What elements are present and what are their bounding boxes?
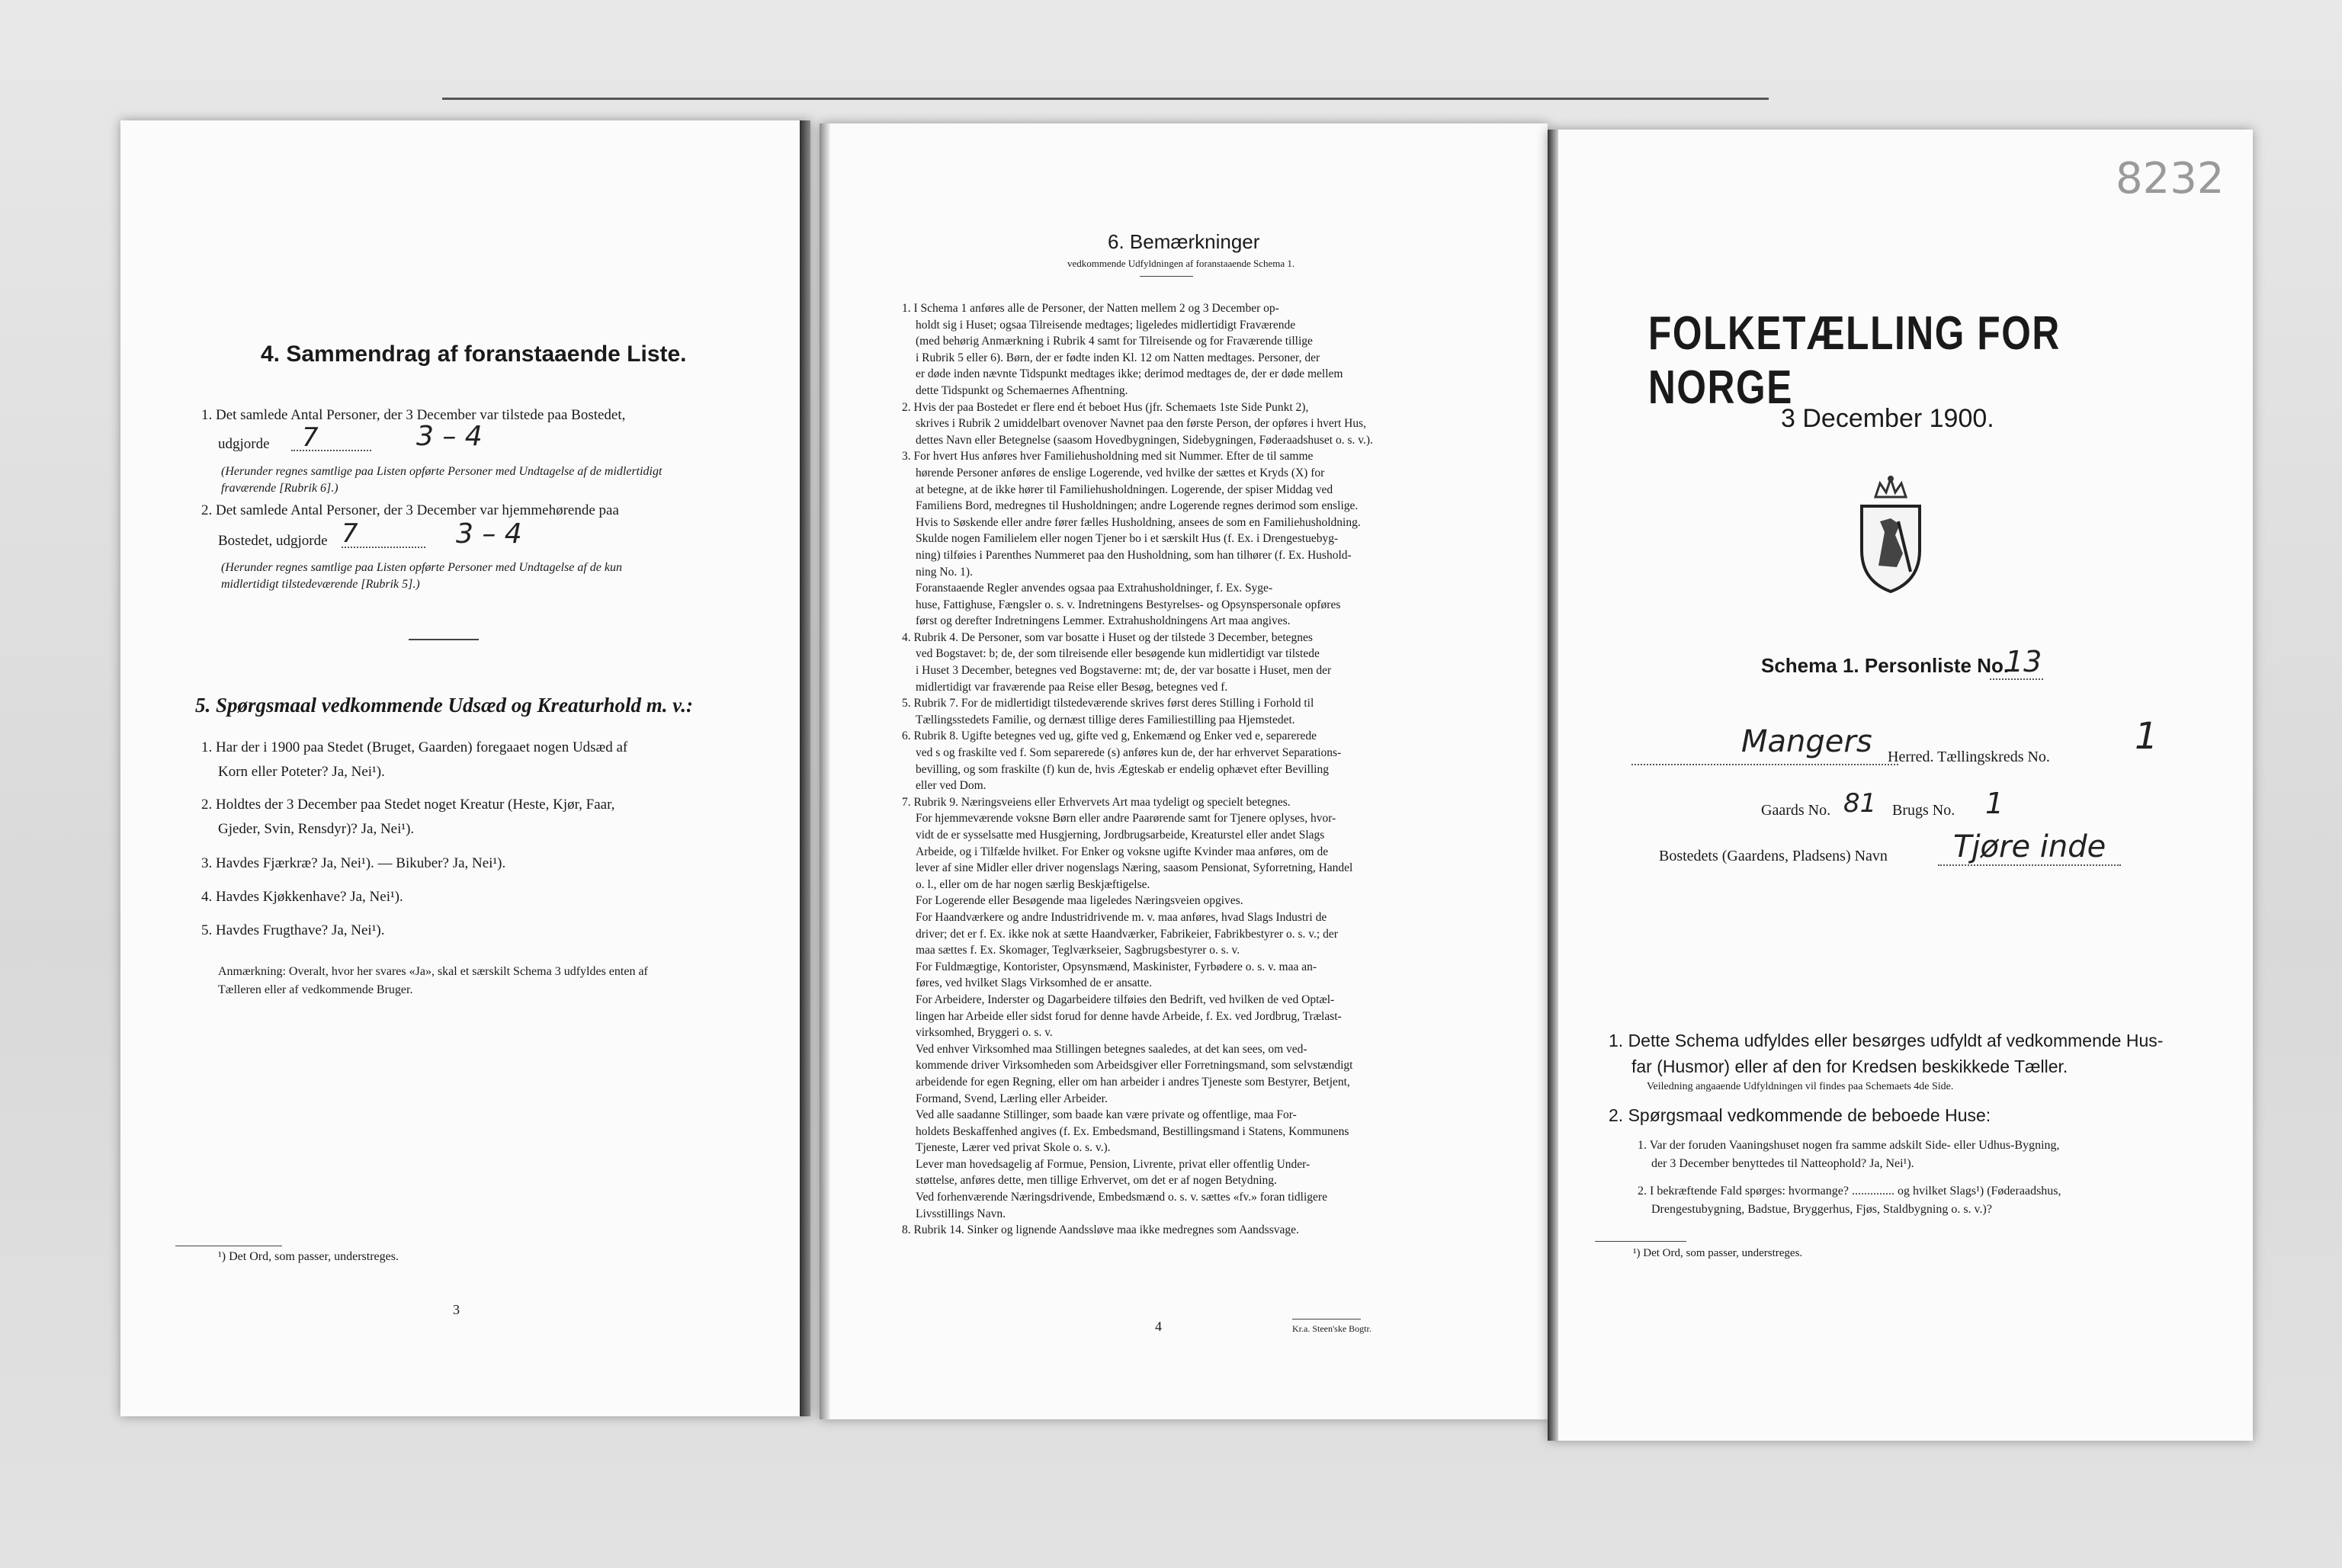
s5-q2-line2: Gjeder, Svin, Rensdyr)? Ja, Nei¹).: [218, 821, 415, 837]
remark-line: Familiens Bord, medregnes til Husholdningen; andre Logerende regnes derimod som enslige.: [916, 499, 1359, 513]
remark-line: dettes Navn eller Betegnelse (saasom Hovedbygningen, Sidebygningen, Føderaadshuset o. s. v.).: [916, 433, 1373, 447]
footnote-rule: [1595, 1241, 1686, 1242]
q1-line2-prefix: udgjorde: [218, 436, 270, 452]
page-left: [120, 120, 810, 1416]
remark-line: vidt de er sysselsatte med Husgjerning, Jordbrugsarbeide, Kreaturstel eller andet Slags: [916, 829, 1325, 842]
divider: [409, 639, 479, 640]
printer-name: Kr.a. Steen'ske Bogtr.: [1292, 1323, 1372, 1334]
remark-line: ning) tilføies i Parenthes Nummeret paa den Husholdning, som han tilhører (f. Ex. Hushold-: [916, 548, 1352, 562]
q1-handwritten: 3 – 4: [416, 421, 483, 452]
remark-line: 5. Rubrik 7. For de midlertidigt tilstedeværende skrives først deres Stilling i Forhold til: [902, 697, 1314, 710]
herred-dotline: [1631, 764, 1898, 765]
coat-of-arms-icon: [1845, 474, 1936, 596]
house-q2-line2: Drengestubygning, Badstue, Bryggerhus, Fjøs, Staldbygning o. s. v.)?: [1651, 1203, 1992, 1216]
remark-line: i Huset 3 December, betegnes ved Bogstaverne: mt; de, der var bosatte i Huset, men der: [916, 664, 1332, 678]
title-rule: [1140, 276, 1193, 277]
s5-q1-line2: Korn eller Poteter? Ja, Nei¹).: [218, 764, 385, 780]
bosted-dotline: [1938, 864, 2121, 866]
remark-line: ved s og fraskilte ved f. Som separerede (s) anføres kun de, der har erhvervet Separations-: [916, 746, 1342, 760]
remark-line: i Rubrik 5 eller 6). Børn, der er fødte inden Kl. 12 om Natten medtages. Personer, der: [916, 351, 1320, 364]
q1-note1: (Herunder regnes samtlige paa Listen opførte Personer med Undtagelse af de midlertidigt: [221, 465, 662, 478]
kreds-number: 1: [2135, 715, 2158, 758]
schema-label: Schema 1. Personliste No.: [1761, 654, 2010, 677]
remark-line: For Haandværkere og andre Industridrivende m. v. maa anføres, hvad Slags Industri de: [916, 910, 1327, 924]
section4-title: 4. Sammendrag af foranstaaende Liste.: [261, 341, 687, 367]
gaards-number: 81: [1843, 788, 1877, 819]
s5-q3: 3. Havdes Fjærkræ? Ja, Nei¹). — Bikuber? Ja, Nei¹).: [201, 855, 506, 871]
remark-line: dette Tidspunkt og Schemaernes Afhentning.: [916, 383, 1128, 397]
s5-q2-line1: 2. Holdtes der 3 December paa Stedet noget Kreatur (Heste, Kjør, Faar,: [201, 797, 615, 813]
main-title: FOLKETÆLLING FOR NORGE: [1648, 307, 2061, 414]
remark-line: er døde inden nævnte Tidspunkt medtages ikke; derimod medtages de, der er døde mellem: [916, 367, 1343, 381]
q1-value: 7: [302, 422, 319, 453]
q2-value: 7: [342, 518, 358, 549]
house-q1-line2: der 3 December benyttedes til Natteophold? Ja, Nei¹).: [1651, 1157, 1914, 1170]
remark-line: lever af sine Midler eller driver nogenslags Næring, saasom Pensionat, Syforretning, Handel: [916, 861, 1353, 875]
remark-line: 3. For hvert Hus anføres hver Familiehusholdning med sit Nummer. Efter de til samme: [902, 450, 1314, 463]
s5-q1-line1: 1. Har der i 1900 paa Stedet (Bruget, Gaarden) foregaaet nogen Udsæd af: [201, 739, 628, 755]
remark-line: kommende driver Virksomheden som Arbeidsgiver eller Forretningsmand, som selvstændigt: [916, 1059, 1353, 1073]
q1-line1: 1. Det samlede Antal Personer, der 3 December var tilstede paa Bostedet,: [201, 407, 626, 423]
remark-line: Lever man hovedsagelig af Formue, Pension, Livrente, privat eller offentlig Under-: [916, 1157, 1311, 1171]
remarks-title: 6. Bemærkninger: [1108, 230, 1260, 253]
remark-line: eller ved Dom.: [916, 779, 987, 793]
remark-line: bevilling, og som fraskilte (f) kun de, hvis Ægteskab er endelig ophævet efter Bevilling: [916, 762, 1329, 776]
footnote: ¹) Det Ord, som passer, understreges.: [1633, 1247, 1803, 1259]
page-number: 4: [1155, 1319, 1162, 1334]
brugs-label: Brugs No.: [1892, 802, 1955, 819]
remark-line: Ved enhver Virksomhed maa Stillingen betegnes saaledes, at det kan sees, om ved-: [916, 1042, 1307, 1056]
remarks-subtitle: vedkommende Udfyldningen af foranstaaende Schema 1.: [1067, 258, 1295, 269]
q1-note2: fraværende [Rubrik 6].): [221, 482, 338, 495]
page-middle: [820, 123, 1548, 1419]
q2-handwritten: 3 – 4: [456, 518, 522, 550]
remark-line: skrives i Rubrik 2 umiddelbart ovenover Navnet paa den første Person, der opføres i hvert Hus,: [916, 417, 1367, 431]
remark-line: huse, Fattighuse, Fængsler o. s. v. Indretningens Bestyrelses- og Opsynspersonale opføres: [916, 598, 1341, 611]
anm-line1: Anmærkning: Overalt, hvor her svares «Ja», skal et særskilt Schema 3 udfyldes enten af: [218, 965, 648, 978]
remark-line: 1. I Schema 1 anføres alle de Personer, der Natten mellem 2 og 3 December op-: [902, 302, 1279, 315]
footnote: ¹) Det Ord, som passer, understreges.: [218, 1250, 399, 1263]
remark-line: støttelse, anføres dette, men tillige Erhvervet, om det er af nogen Betydning.: [916, 1174, 1277, 1188]
remark-line: For Fuldmægtige, Kontorister, Opsynsmænd, Maskinister, Fyrbødere o. s. v. maa an-: [916, 960, 1317, 973]
remark-line: Livsstillings Navn.: [916, 1207, 1006, 1220]
remark-line: Arbeide, og i Tilfælde hvilket. For Enker og voksne ugifte Kvinder maa anføres, om de: [916, 845, 1329, 858]
remark-line: Ved alle saadanne Stillinger, som baade kan være private og offentlige, maa For-: [916, 1108, 1297, 1122]
page-spine-shadow: [820, 123, 830, 1419]
remark-line: holdt sig i Huset; ogsaa Tilreisende medtages; ligeledes midlertidigt Fraværende: [916, 318, 1296, 332]
remark-line: Tjeneste, Lærer ved privat Skole o. s. v.).: [916, 1141, 1111, 1155]
remark-line: først og derefter Indretningens Lemmer. Extrahusholdningens Art maa angives.: [916, 614, 1291, 628]
q2-note1: (Herunder regnes samtlige paa Listen opførte Personer med Undtagelse af de kun: [221, 561, 622, 574]
q2-line1: 2. Det samlede Antal Personer, der 3 December var hjemmehørende paa: [201, 502, 619, 518]
top-divider: [442, 98, 1769, 100]
remark-line: 6. Rubrik 8. Ugifte betegnes ved ug, gifte ved g, Enkemænd og Enker ved e, separerede: [902, 729, 1317, 743]
remark-line: Hvis to Søskende eller andre fører fælles Husholdning, ansees de som en Familiehusholdning.: [916, 515, 1361, 529]
herred-value: Mangers: [1741, 724, 1872, 759]
q2-note2: midlertidigt tilstedeværende [Rubrik 5].): [221, 578, 420, 591]
remark-line: 8. Rubrik 14. Sinker og lignende Aandssløve maa ikke medregnes som Aandssvage.: [902, 1223, 1299, 1237]
page-number: 3: [453, 1302, 460, 1317]
remark-line: midlertidigt var fraværende paa Reise eller Besøg, betegnes ved f.: [916, 680, 1228, 694]
remark-line: For Arbeidere, Inderster og Dagarbeidere tilføies den Bedrift, ved hvilken de ved Optæl-: [916, 992, 1335, 1006]
page-spine-shadow: [1548, 130, 1558, 1441]
schema-number: 13: [2005, 645, 2042, 678]
remark-line: (med behørig Anmærkning i Rubrik 4 samt for Tilreisende og for Fraværende tillige: [916, 335, 1313, 348]
s5-q4: 4. Havdes Kjøkkenhave? Ja, Nei¹).: [201, 889, 403, 905]
remark-line: holdets Beskaffenhed angives (f. Ex. Embedsmand, Bestillingsmand i Statens, Kommunens: [916, 1124, 1349, 1138]
instruction1-line2: far (Husmor) eller af den for Kredsen beskikkede Tæller.: [1631, 1057, 2068, 1076]
remark-line: arbeidende for egen Regning, eller om han arbeider i andres Tjeneste som Bestyrer, Betjent,: [916, 1075, 1350, 1089]
brugs-number: 1: [1985, 787, 2004, 820]
remark-line: Ved forhenværende Næringsdrivende, Embedsmænd o. s. v. sættes «fv.» foran tidligere: [916, 1191, 1327, 1204]
remark-line: For Logerende eller Besøgende maa ligeledes Næringsveien opgives.: [916, 894, 1243, 908]
page-right: [1548, 130, 2253, 1441]
remark-line: Foranstaaende Regler anvendes ogsaa paa Extrahusholdninger, f. Ex. Syge-: [916, 582, 1273, 595]
q2-line2-prefix: Bostedet, udgjorde: [218, 533, 328, 549]
archive-number: 8232: [2116, 154, 2225, 204]
s5-q5: 5. Havdes Frugthave? Ja, Nei¹).: [201, 922, 385, 938]
bosted-label: Bostedets (Gaardens, Pladsens) Navn: [1659, 848, 1888, 864]
census-date: 3 December 1900.: [1781, 404, 1994, 433]
remark-line: ning No. 1).: [916, 565, 973, 579]
anm-line2: Tælleren eller af vedkommende Bruger.: [218, 983, 413, 996]
section5-title: 5. Spørgsmaal vedkommende Udsæd og Kreaturhold m. v.:: [195, 694, 694, 717]
remark-line: føres, ved hvilket Slags Virksomhed de er ansatte.: [916, 976, 1152, 990]
remark-line: 2. Hvis der paa Bostedet er flere end ét beboet Hus (jfr. Schemaets 1ste Side Punkt 2),: [902, 400, 1309, 414]
gaards-label: Gaards No.: [1761, 802, 1831, 819]
remark-line: 7. Rubrik 9. Næringsveiens eller Erhvervets Art maa tydeligt og specielt betegnes.: [902, 795, 1291, 809]
remark-line: Skulde nogen Familielem eller nogen Tjener bo i et særskilt Hus (f. Ex. i Drengestuebyg-: [916, 532, 1339, 546]
remark-line: at betegne, at de ikke hører til Familiehusholdningen. Logerende, der spiser Middag ved: [916, 483, 1333, 496]
remark-line: 4. Rubrik 4. De Personer, som var bosatte i Huset og der tilstede 3 December, betegnes: [902, 630, 1313, 644]
remark-line: For hjemmeværende voksne Børn eller andre Paarørende samt for Tjenere oplyses, hvor-: [916, 812, 1336, 826]
instruction2: 2. Spørgsmaal vedkommende de beboede Huse:: [1609, 1105, 1991, 1125]
herred-label: Herred. Tællingskreds No.: [1888, 749, 2050, 765]
house-q1-line1: 1. Var der foruden Vaaningshuset nogen fra samme adskilt Side- eller Udhus-Bygning,: [1638, 1139, 2060, 1152]
page-spine-shadow: [800, 120, 810, 1416]
remarks-body: [902, 300, 1512, 1239]
remark-line: virksomhed, Bryggeri o. s. v.: [916, 1026, 1053, 1040]
remark-line: o. l., eller om de har nogen særlig Beskjæftigelse.: [916, 877, 1150, 891]
house-q2-line1: 2. I bekræftende Fald spørges: hvormange? .............. og hvilket Slags¹) (Føderaadshus,: [1638, 1185, 2061, 1198]
remark-line: Tællingsstedets Familie, og dernæst tillige deres Familiestilling paa Hjemstedet.: [916, 713, 1295, 726]
remark-line: hørende Personer anføres de enslige Logerende, ved hvilke der sættes et Kryds (X) for: [916, 466, 1325, 479]
instruction1-note: Veiledning angaaende Udfyldningen vil findes paa Schemaets 4de Side.: [1647, 1081, 1954, 1092]
instruction1-line1: 1. Dette Schema udfyldes eller besørges udfyldt af vedkommende Hus-: [1609, 1031, 2164, 1050]
remark-line: lingen har Arbeide eller sidst forud for denne havde Arbeide, f. Ex. ved Jordbrug, Trælast-: [916, 1009, 1342, 1023]
remark-line: driver; det er f. Ex. ikke nok at sætte Haandværker, Fabrikeier, Fabrikbestyrer o. s. v.; der: [916, 927, 1338, 941]
remark-line: maa sættes f. Ex. Skomager, Teglværkseier, Sagbrugsbestyrer o. s. v.: [916, 944, 1240, 957]
schema-dotline: [1990, 678, 2043, 680]
remark-line: ved Bogstavet: b; de, der som tilreisende eller besøgende kun midlertidigt var tilstede: [916, 647, 1320, 661]
remark-line: Formand, Svend, Lærling eller Arbeider.: [916, 1092, 1108, 1105]
bosted-value: Tjøre inde: [1953, 829, 2106, 864]
